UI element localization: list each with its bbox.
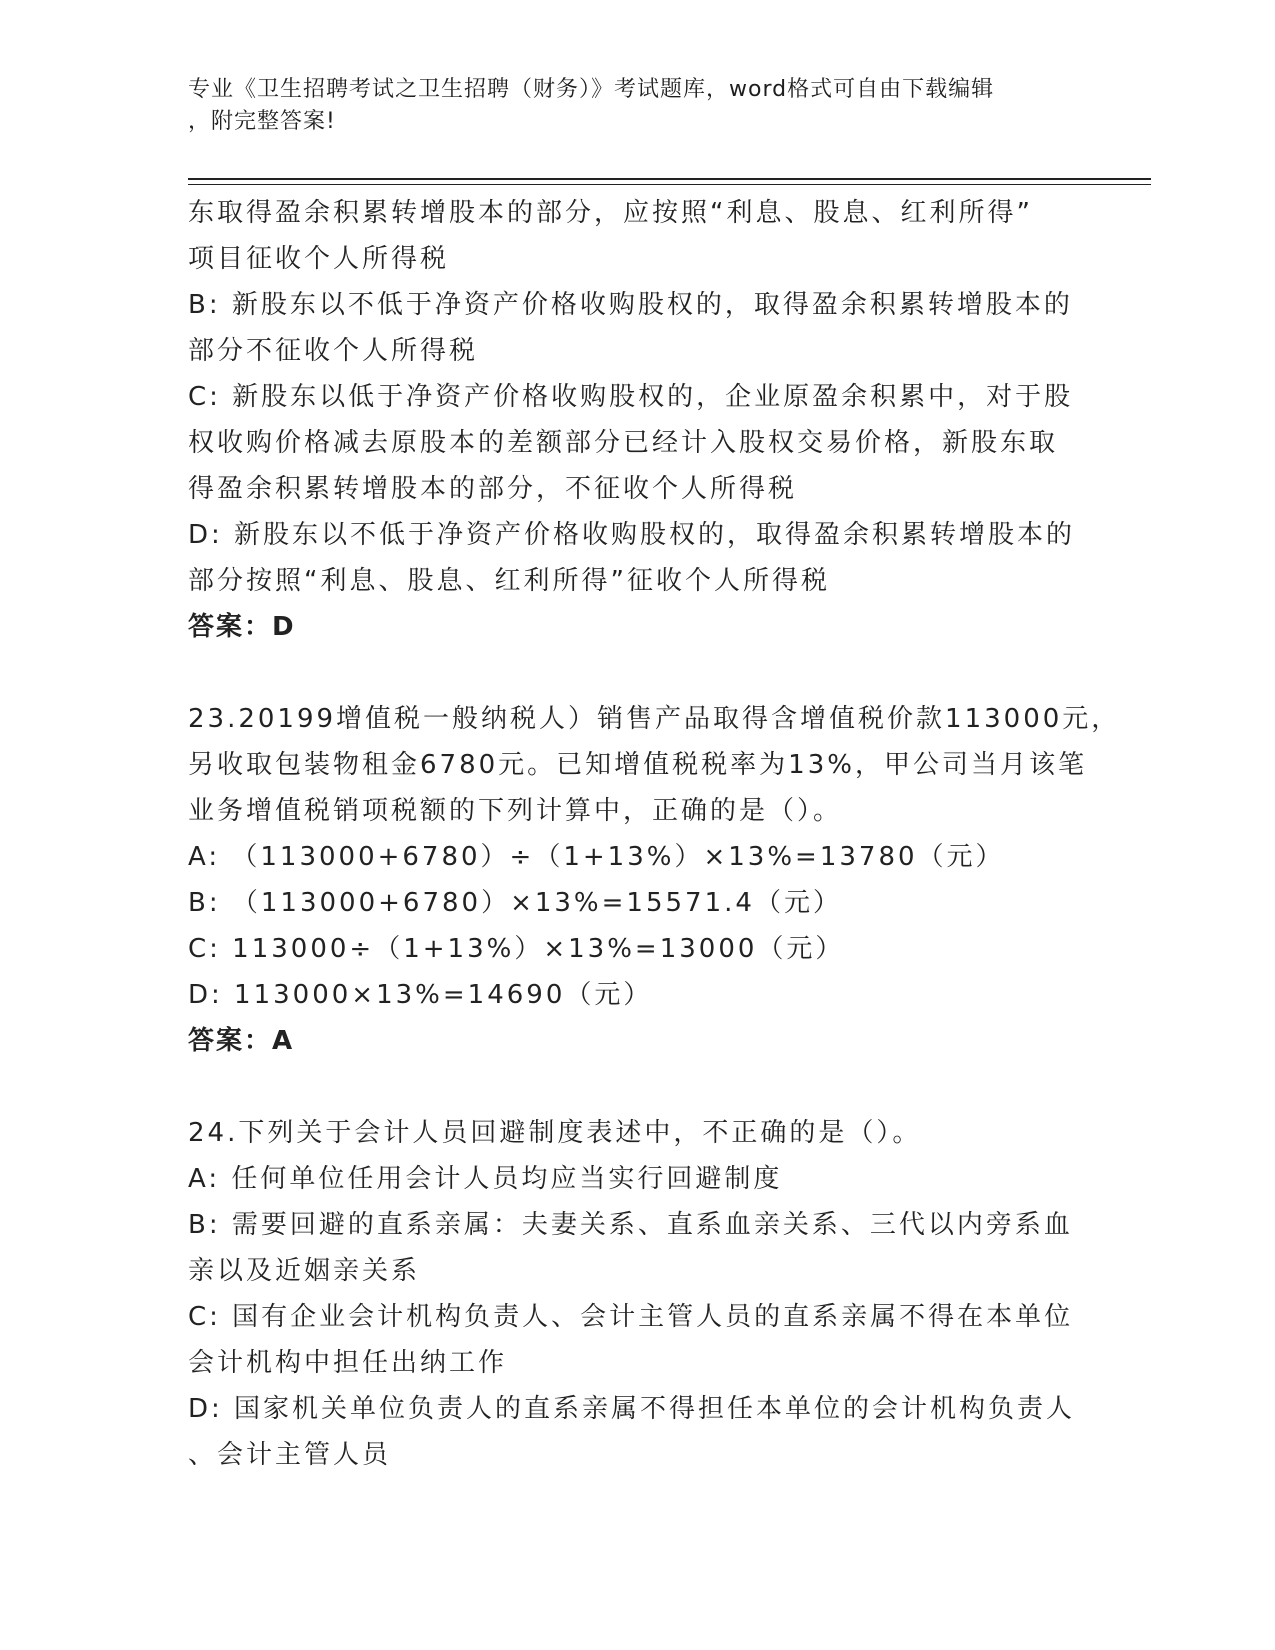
page-header — [188, 74, 1068, 138]
q22-option-c-line-2: 权收购价格减去原股本的差额部分已经计入股权交易价格，新股东取 — [188, 428, 1059, 458]
header-line-2: ，附完整答案! — [188, 109, 336, 134]
q23-stem-line-3: 业务增值税销项税额的下列计算中，正确的是（）。 — [188, 796, 843, 826]
q22-option-d-line-2: 部分按照“利息、股息、红利所得”征收个人所得税 — [188, 566, 830, 596]
q22-answer: 答案：D — [188, 612, 296, 642]
q24-option-b-line-1: B: 需要回避的直系亲属：夫妻关系、直系血亲关系、三代以内旁系血 — [188, 1210, 1073, 1240]
q23-option-b: B: （113000+6780）×13%=15571.4（元） — [188, 888, 842, 918]
q22-option-b-line-1: B: 新股东以不低于净资产价格收购股权的，取得盈余积累转增股本的 — [188, 290, 1073, 320]
q22-option-b-line-2: 部分不征收个人所得税 — [188, 336, 479, 366]
q23-stem-line-2: 另收取包装物租金6780元。已知增值税税率为13%，甲公司当月该笔 — [188, 750, 1087, 780]
header-line-1: 专业《卫生招聘考试之卫生招聘（财务）》考试题库，word格式可自由下载编辑 — [188, 77, 995, 102]
q24-option-d-line-2: 、会计主管人员 — [188, 1440, 392, 1470]
question-24 — [188, 1110, 1076, 1478]
q24-option-d-line-1: D: 国家机关单位负责人的直系亲属不得担任本单位的会计机构负责人 — [188, 1394, 1076, 1424]
spacer — [188, 1064, 1068, 1110]
q24-stem: 24.下列关于会计人员回避制度表述中，不正确的是（）。 — [188, 1118, 922, 1148]
q24-option-b-line-2: 亲以及近姻亲关系 — [188, 1256, 421, 1286]
document-body — [188, 190, 1121, 1478]
q23-option-a: A: （113000+6780）÷（1+13%）×13%=13780（元） — [188, 842, 1005, 872]
q23-option-d: D: 113000×13%=14690（元） — [188, 980, 653, 1010]
question-23 — [188, 696, 1121, 1064]
q22-line-1: 东取得盈余积累转增股本的部分，应按照“利息、股息、红利所得” — [188, 198, 1033, 228]
header-rule — [188, 178, 1151, 185]
q23-stem-line-1: 23.20199增值税一般纳税人）销售产品取得含增值税价款113000元， — [188, 704, 1121, 734]
spacer — [188, 650, 1068, 696]
q22-line-2: 项目征收个人所得税 — [188, 244, 450, 274]
q24-option-a: A: 任何单位任用会计人员均应当实行回避制度 — [188, 1164, 783, 1194]
q24-option-c-line-1: C: 国有企业会计机构负责人、会计主管人员的直系亲属不得在本单位 — [188, 1302, 1074, 1332]
q23-answer: 答案：A — [188, 1026, 295, 1056]
question-22 — [188, 190, 1076, 650]
q22-option-c-line-3: 得盈余积累转增股本的部分，不征收个人所得税 — [188, 474, 798, 504]
q24-option-c-line-2: 会计机构中担任出纳工作 — [188, 1348, 508, 1378]
q22-option-c-line-1: C: 新股东以低于净资产价格收购股权的，企业原盈余积累中，对于股 — [188, 382, 1074, 412]
q22-option-d-line-1: D: 新股东以不低于净资产价格收购股权的，取得盈余积累转增股本的 — [188, 520, 1076, 550]
q23-option-c: C: 113000÷（1+13%）×13%=13000（元） — [188, 934, 845, 964]
